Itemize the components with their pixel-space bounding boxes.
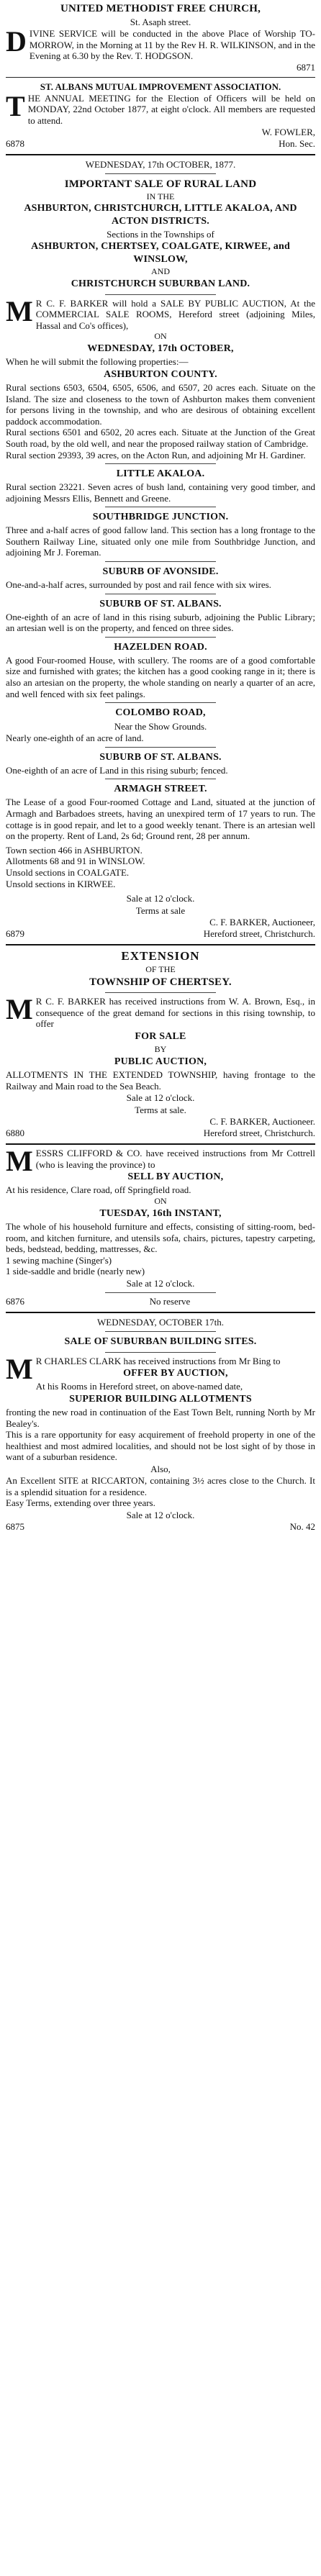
county-para-2: Rural sections 6501 and 6502, 20 acres each. Situate at the Junction of the Great South road, by the old well, and near the proposed railway station of Cambridge. — [6, 427, 315, 449]
divider — [105, 702, 217, 703]
stalbans-para: One-eighth of an acre of land in this rising suburb, adjoining the Public Library; an artesian well is on the property, and fenced on three sides. — [6, 611, 315, 634]
town-line-4: Unsold sections in KIRWEE. — [6, 878, 116, 889]
rural-land-sale-ad — [6, 158, 315, 940]
sale-terms: Terms at sale. — [135, 1105, 186, 1116]
stalbans2-para: One-eighth of an acre of Land in this rising suburb; fenced. — [6, 764, 228, 776]
stalbans-heading: SUBURB OF ST. ALBANS. — [99, 598, 222, 609]
item-2: 1 side-saddle and bridle (nearly new) — [6, 1266, 145, 1277]
sale-time: Sale at 12 o'clock. — [126, 893, 195, 904]
townships: ASHBURTON, CHERTSEY, COALGATE, KIRWEE, and WINSLOW, — [31, 240, 290, 265]
sale-title: IMPORTANT SALE OF RURAL LAND — [64, 178, 257, 190]
ad-number: 6876 — [6, 1295, 24, 1307]
and-label: AND — [151, 266, 170, 276]
sites-title: SALE OF SUBURBAN BUILDING SITES. — [64, 1335, 257, 1347]
colombo-heading: COLOMBO ROAD, — [115, 707, 206, 719]
town-line-3: Unsold sections in COALGATE. — [6, 866, 130, 878]
divider — [105, 1352, 217, 1353]
divider — [105, 561, 217, 562]
ad-number: 6871 — [297, 61, 315, 73]
colombo-para: Nearly one-eighth of an acre of land. — [6, 733, 144, 744]
divider — [6, 1143, 315, 1145]
stalbans2-heading: SUBURB OF ST. ALBANS. — [99, 751, 222, 763]
sale-title-connector: IN THE — [146, 191, 175, 201]
suburban-land: CHRISTCHURCH SUBURBAN LAND. — [71, 278, 250, 289]
sale-time: Sale at 12 o'clock. — [126, 1277, 195, 1289]
hazelden-heading: HAZELDEN ROAD. — [114, 641, 207, 653]
southbridge-para: Three and a-half acres of good fallow land. This section has a long frontage to the Southern Railway Line, situated only one mile from Southbridge Junction, and adjoining Mr J. Foreman. — [6, 525, 315, 558]
terms-line: Easy Terms, extending over three years. — [6, 1497, 155, 1509]
armagh-heading: ARMAGH STREET. — [114, 784, 207, 795]
auction-intro: R C. F. BARKER will hold a SALE BY PUBLIC AUCTION, At the COMMERCIAL SALE ROOMS, Hereford street (adjoining Miles, Hassal and Co's offices), — [35, 297, 315, 331]
item-1: 1 sewing machine (Singer's) — [6, 1254, 112, 1266]
divider — [105, 992, 217, 993]
avonside-para: One-and-a-half acres, surrounded by post and rail fence with six wires. — [6, 579, 271, 591]
submit-line: When he will submit the following properties:— — [6, 356, 189, 368]
auctioneer: C. F. BARKER, Auctioneer. — [209, 1116, 315, 1128]
signer-role: Hon. Sec. — [279, 137, 315, 149]
auction-date: WEDNESDAY, 17th OCTOBER, — [87, 343, 234, 355]
ad-number: 6875 — [6, 1520, 24, 1532]
church-body: IVINE SERVICE will be conducted in the above Place of Worship TO-MORROW, in the Morning at 11 by the Rev H. R. WILKINSON, and in the Evening at 6.30 by the Rev. T. HODGSON. — [29, 28, 315, 62]
also-label: Also, — [150, 1464, 171, 1475]
residence-line: At his residence, Clare road, off Springfield road. — [6, 1184, 191, 1196]
akaloa-heading: LITTLE AKALOA. — [116, 468, 205, 480]
riccarton-para: An Excellent SITE at RICCARTON, containing 3½ acres close to the Church. It is a splendid situation for a residence. — [6, 1475, 315, 1497]
furniture-para: The whole of his household furniture and effects, consisting of sitting-room, bed-room, and kitchen furniture, and utensils sofa, chairs, pictures, tapestry carpeting, beds, bedstead, bedding, mattresses, &c. — [6, 1220, 315, 1255]
of-the-label: OF THE — [145, 964, 176, 975]
divider — [105, 747, 217, 748]
town-line-2: Allotments 68 and 91 in WINSLOW. — [6, 856, 145, 867]
chertsey-intro: R C. F. BARKER has received instructions from W. A. Brown, Esq., in consequence of the great demand for sections in this rising township, to offer — [35, 996, 315, 1030]
chertsey-extension-ad — [6, 948, 315, 1139]
no-reserve: No reserve — [149, 1295, 191, 1307]
districts: ASHBURTON, CHRISTCHURCH, LITTLE AKALOA, AND ACTON DISTRICTS. — [24, 202, 297, 227]
extension-title: EXTENSION — [121, 949, 200, 963]
dropcap: M — [6, 1145, 33, 1178]
church-service-notice — [6, 1, 315, 73]
divider — [6, 1312, 315, 1313]
akaloa-para: Rural section 23221. Seven acres of bush land, containing very good timber, and adjoining Messrs Ellis, Bennett and Greene. — [6, 481, 315, 504]
divider — [105, 1331, 217, 1332]
dropcap: T — [6, 89, 25, 122]
sections-label: Sections in the Townships of — [107, 228, 214, 240]
county-heading: ASHBURTON COUNTY. — [104, 368, 217, 380]
auction-date: TUESDAY, 16th INSTANT, — [99, 1207, 222, 1219]
armagh-para: The Lease of a good Four-roomed Cottage and Land, situated at the junction of Armagh and Barbadoes streets, having an unexpired term of 17 years to run. The cottage is in good repair, and let to a good weekly tenant. There is an artesian well on the property. Rent of Land, 2s 6d; Ground rent, 28 per annum. — [6, 797, 315, 842]
divider — [105, 294, 217, 295]
sale-time: Sale at 12 o'clock. — [126, 1509, 195, 1520]
signer: W. FOWLER, — [261, 126, 315, 137]
ad-number: 6878 — [6, 137, 24, 149]
dateline: WEDNESDAY, 17th OCTOBER, 1877. — [85, 158, 236, 170]
dateline: WEDNESDAY, OCTOBER 17th. — [96, 1316, 224, 1328]
public-auction: PUBLIC AUCTION, — [114, 1056, 207, 1067]
address: Hereford street, Christchurch. — [203, 928, 315, 940]
clark-intro: R CHARLES CLARK has received instructions from Mr Bing to — [35, 1355, 281, 1366]
town-line-1: Town section 466 in ASHBURTON. — [6, 844, 143, 856]
hazelden-para: A good Four-roomed House, with scullery. The rooms are of a good comfortable size and furnished with grates; the kitchen has a good cooking range in it; there is also an artesian on the property, the whole standing on nearly a quarter of an acre, and well fenced with six feet palings. — [6, 654, 315, 699]
sale-time: Sale at 12 o'clock. — [126, 1092, 195, 1104]
divider — [6, 77, 315, 78]
association-body: HE ANNUAL MEETING for the Election of Officers will be held on MONDAY, 22nd October 1877, at eight o'clock. All members are requested to attend. — [27, 92, 315, 126]
ad-number: 6879 — [6, 928, 24, 940]
divider — [6, 944, 315, 945]
lot-number: No. 42 — [289, 1520, 315, 1532]
avonside-heading: SUBURB OF AVONSIDE. — [102, 566, 219, 578]
divider — [105, 637, 217, 638]
dropcap: M — [6, 294, 33, 327]
church-subtitle: St. Asaph street. — [130, 17, 191, 27]
opportunity-para: This is a rare opportunity for easy acquirement of freehold property in one of the healthiest and most admired localities, and should not be lost sight of by those in want of a suburban residence. — [6, 1429, 315, 1463]
furniture-auction-ad — [6, 1145, 315, 1307]
auctioneer: C. F. BARKER, Auctioneer, — [209, 917, 315, 928]
southbridge-heading: SOUTHBRIDGE JUNCTION. — [92, 512, 229, 523]
county-para-1: Rural sections 6503, 6504, 6505, 6506, and 6507, 20 acres each. Situate on the Island. The size and closeness to the town of Ashburton makes them convenient for persons living in the township, and who are desirous of obtaining excellent paddock accommodation. — [6, 381, 315, 427]
address: Hereford street, Christchurch. — [203, 1128, 315, 1139]
building-sites-ad — [6, 1316, 315, 1533]
sell-by-auction: SELL BY AUCTION, — [127, 1171, 224, 1183]
divider — [105, 1292, 217, 1293]
offer-by-auction: OFFER BY AUCTION, — [123, 1368, 228, 1379]
church-title: UNITED METHODIST FREE CHURCH, — [60, 3, 261, 14]
on-label: ON — [154, 331, 167, 342]
ad-number: 6880 — [6, 1128, 24, 1139]
by-label: BY — [154, 1043, 167, 1054]
allotments-para: fronting the new road in continuation of the East Town Belt, running North by Mr Bealey's. — [6, 1407, 315, 1429]
rooms-line: At his Rooms in Hereford street, on above-named date, — [35, 1381, 243, 1392]
divider — [105, 463, 217, 464]
for-sale: FOR SALE — [135, 1030, 186, 1042]
county-para-3: Rural section 29393, 39 acres, on the Acton Run, and adjoining Mr H. Gardiner. — [6, 449, 306, 461]
clifford-intro: ESSRS CLIFFORD & CO. have received instructions from Mr Cottrell (who is leaving the province) to — [35, 1148, 315, 1170]
chertsey-title: TOWNSHIP OF CHERTSEY. — [89, 976, 232, 989]
dropcap: D — [6, 25, 27, 58]
association-notice — [6, 81, 315, 150]
colombo-subheading: Near the Show Grounds. — [114, 721, 207, 733]
divider — [6, 154, 315, 155]
allotments-para: ALLOTMENTS IN THE EXTENDED TOWNSHIP, having frontage to the Railway and Main road to the Sea Beach. — [6, 1069, 315, 1092]
on-label: ON — [154, 1195, 167, 1206]
sale-terms: Terms at sale — [135, 905, 186, 917]
association-title: ST. ALBANS MUTUAL IMPROVEMENT ASSOCIATION. — [40, 81, 281, 92]
dropcap: M — [6, 993, 33, 1026]
divider — [105, 173, 217, 174]
dropcap: M — [6, 1352, 33, 1385]
allotments-heading: SUPERIOR BUILDING ALLOTMENTS — [69, 1394, 252, 1405]
